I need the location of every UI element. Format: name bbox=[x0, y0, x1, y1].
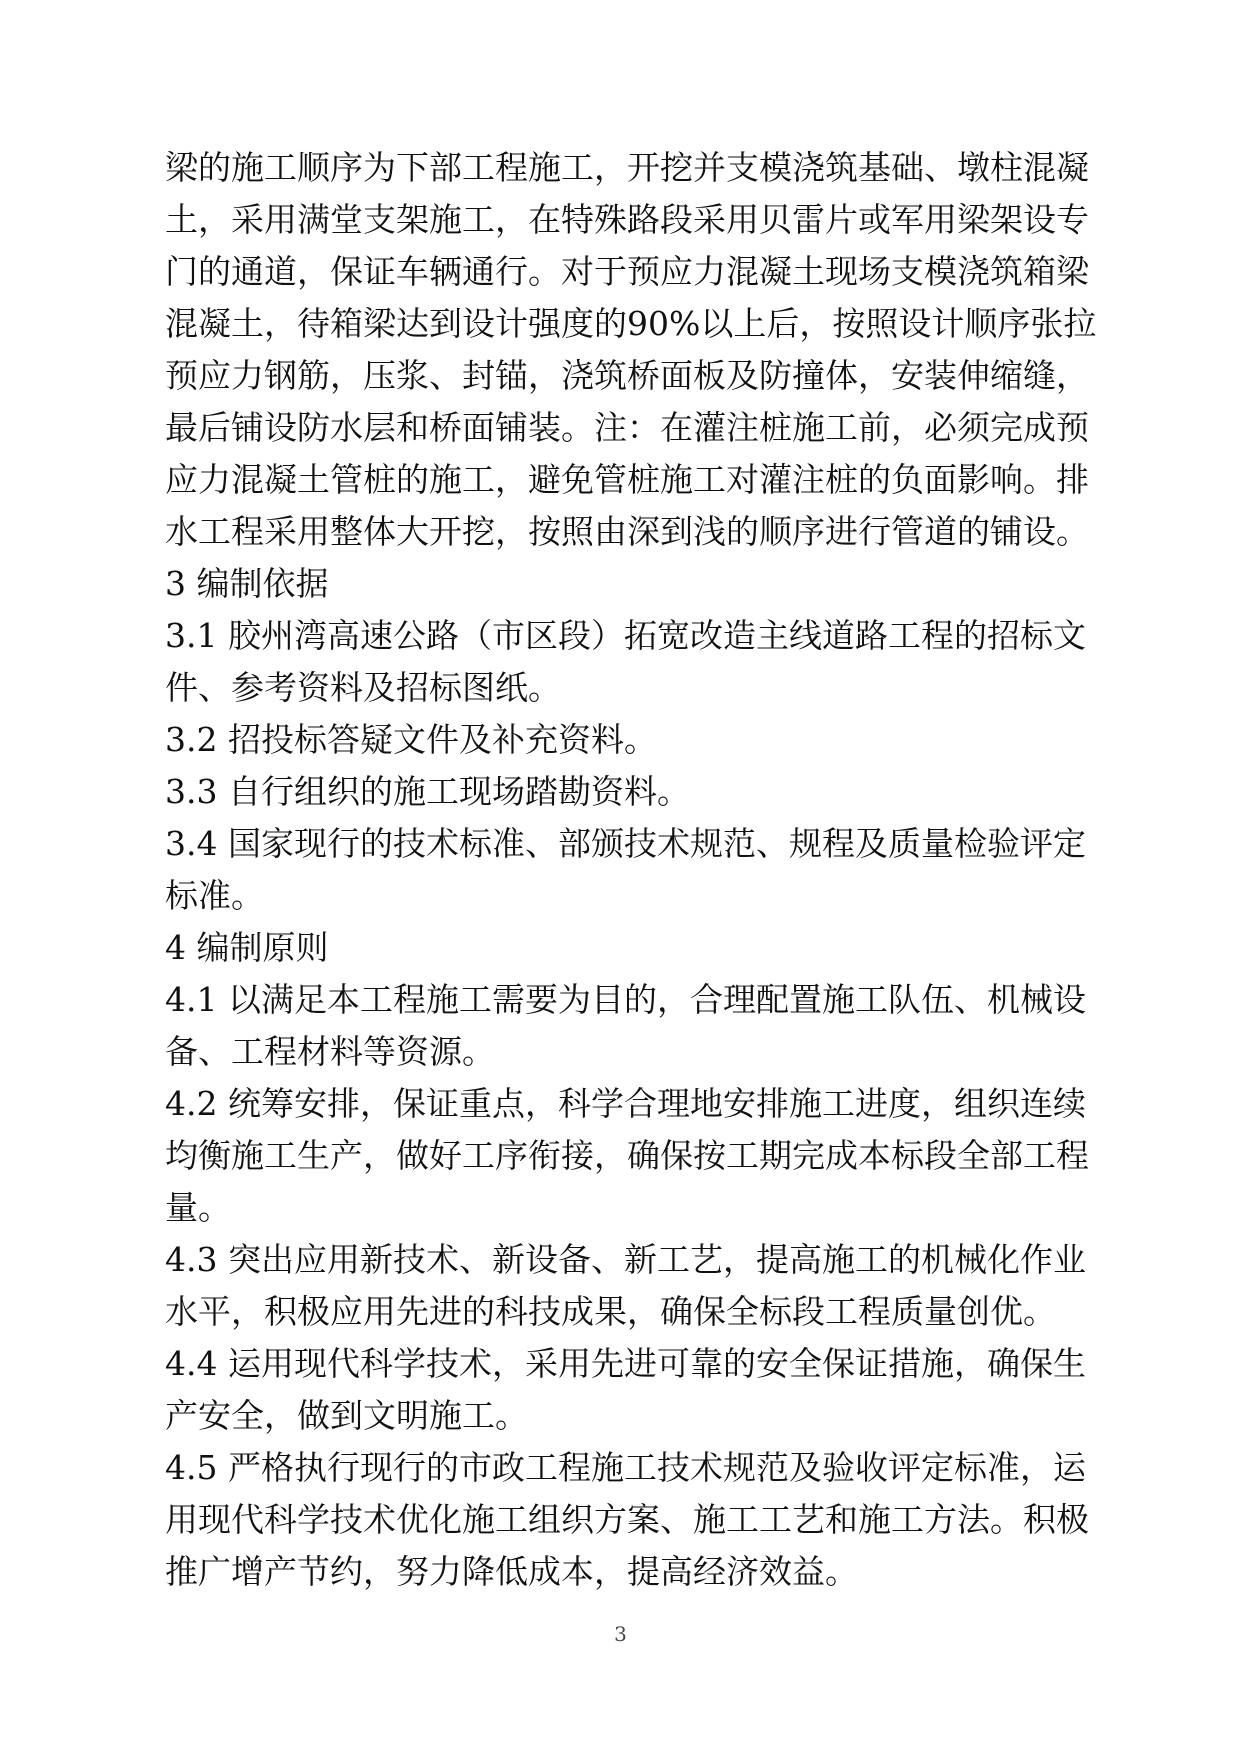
list-item-line: 3.4 国家现行的技术标准、部颁技术规范、规程及质量检验评定 bbox=[165, 824, 1086, 863]
body-text-line: 水工程采用整体大开挖，按照由深到浅的顺序进行管道的铺设。 bbox=[165, 512, 1089, 551]
list-item-line: 标准。 bbox=[165, 876, 264, 915]
list-item-line: 4.1 以满足本工程施工需要为目的，合理配置施工队伍、机械设 bbox=[165, 980, 1086, 1019]
list-item-line: 4.4 运用现代科学技术，采用先进可靠的安全保证措施，确保生 bbox=[165, 1344, 1086, 1383]
list-item-line: 4.3 突出应用新技术、新设备、新工艺，提高施工的机械化作业 bbox=[165, 1240, 1086, 1279]
body-text-line: 应力混凝土管桩的施工，避免管桩施工对灌注桩的负面影响。排 bbox=[165, 460, 1089, 499]
section-heading: 3 编制依据 bbox=[165, 564, 329, 603]
list-item-line: 均衡施工生产，做好工序衔接，确保按工期完成本标段全部工程 bbox=[165, 1136, 1089, 1175]
list-item-line: 4.2 统筹安排，保证重点，科学合理地安排施工进度，组织连续 bbox=[165, 1084, 1086, 1123]
list-item-line: 用现代科学技术优化施工组织方案、施工工艺和施工方法。积极 bbox=[165, 1500, 1089, 1539]
list-item-line: 4.5 严格执行现行的市政工程施工技术规范及验收评定标准，运 bbox=[165, 1448, 1086, 1487]
body-text-line: 最后铺设防水层和桥面铺装。注：在灌注桩施工前，必须完成预 bbox=[165, 408, 1089, 447]
body-text-line: 预应力钢筋，压浆、封锚，浇筑桥面板及防撞体，安装伸缩缝， bbox=[165, 356, 1089, 395]
body-text-line: 混凝土，待箱梁达到设计强度的90%以上后，按照设计顺序张拉 bbox=[165, 304, 1097, 343]
list-item-line: 水平，积极应用先进的科技成果，确保全标段工程质量创优。 bbox=[165, 1292, 1056, 1331]
list-item-line: 产安全，做到文明施工。 bbox=[165, 1396, 528, 1435]
list-item-line: 件、参考资料及招标图纸。 bbox=[165, 668, 561, 707]
section-heading: 4 编制原则 bbox=[165, 928, 329, 967]
list-item-line: 3.3 自行组织的施工现场踏勘资料。 bbox=[165, 772, 690, 811]
list-item-line: 推广增产节约，努力降低成本，提高经济效益。 bbox=[165, 1552, 858, 1591]
body-text-line: 梁的施工顺序为下部工程施工，开挖并支模浇筑基础、墩柱混凝 bbox=[165, 148, 1089, 187]
body-text-line: 门的通道，保证车辆通行。对于预应力混凝土现场支模浇筑箱梁 bbox=[165, 252, 1089, 291]
list-item-line: 量。 bbox=[165, 1188, 231, 1227]
page-number: 3 bbox=[614, 1622, 627, 1646]
list-item-line: 3.1 胶州湾高速公路（市区段）拓宽改造主线道路工程的招标文 bbox=[165, 616, 1086, 655]
list-item-line: 3.2 招投标答疑文件及补充资料。 bbox=[165, 720, 657, 759]
body-text-line: 土，采用满堂支架施工，在特殊路段采用贝雷片或军用梁架设专 bbox=[165, 200, 1089, 239]
list-item-line: 备、工程材料等资源。 bbox=[165, 1032, 495, 1071]
